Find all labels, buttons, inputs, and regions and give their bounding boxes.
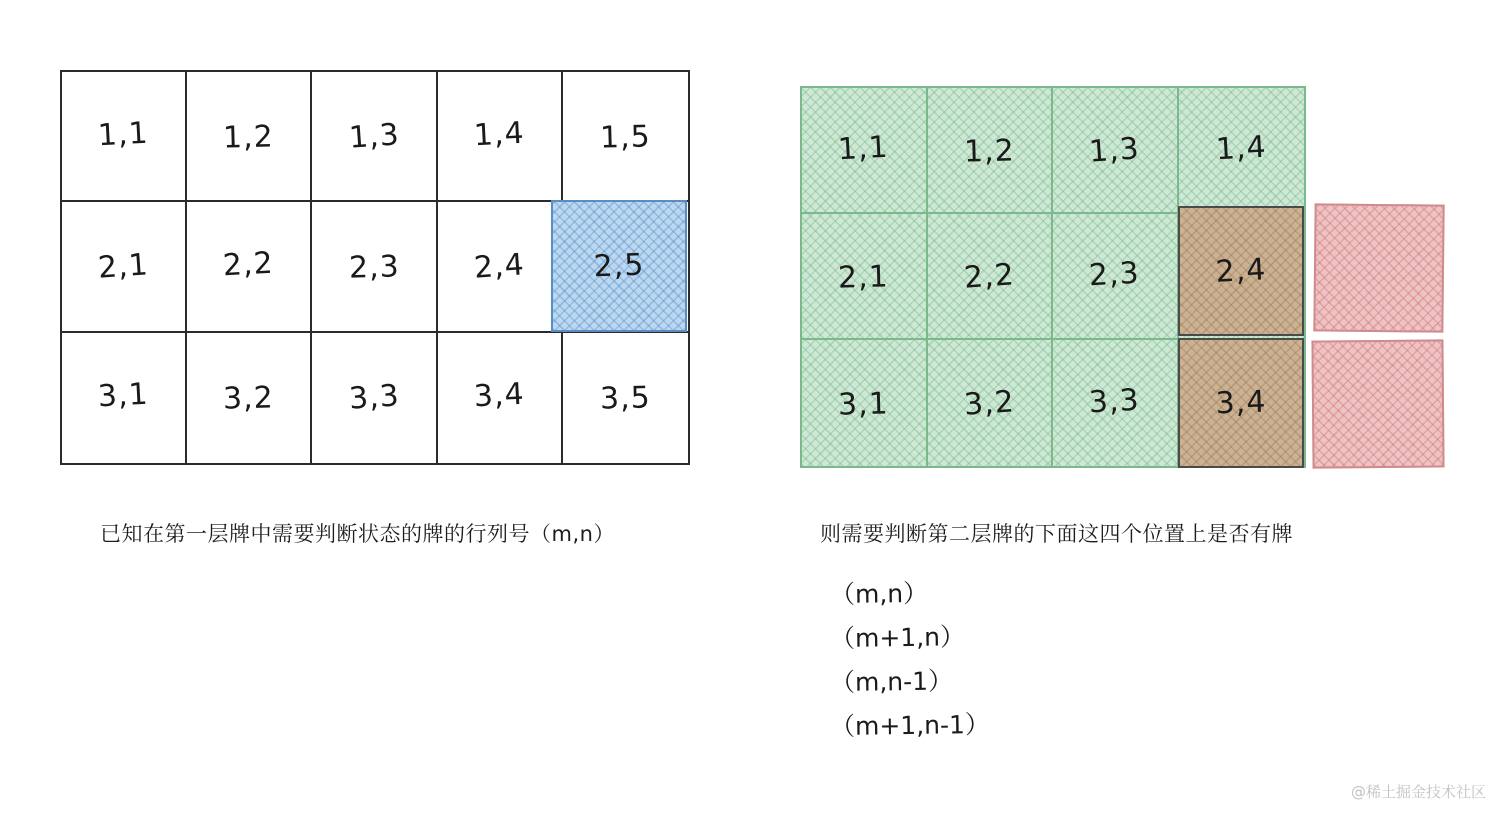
cell-label: 1,3 xyxy=(1088,130,1142,170)
cell-label: 2,1 xyxy=(97,247,151,286)
grid-cell xyxy=(928,214,1054,340)
cell-label: 2,2 xyxy=(222,245,275,284)
cell-label: 1,4 xyxy=(1214,129,1268,167)
cell-label: 3,4 xyxy=(472,377,526,415)
grid-cell xyxy=(563,72,688,202)
grid-cell xyxy=(928,340,1054,466)
cell-label: 1,3 xyxy=(347,116,401,156)
grid-cell xyxy=(1053,214,1179,340)
highlight-brown-cell xyxy=(1178,338,1304,468)
formula-item: （m+1,n） xyxy=(829,622,966,654)
cell-label: 3,1 xyxy=(97,377,150,415)
grid-cell xyxy=(802,88,928,214)
formula-list xyxy=(830,572,990,748)
grid-cell xyxy=(187,333,312,463)
cell-label: 3,3 xyxy=(347,378,401,418)
cell-label: 3,3 xyxy=(1088,382,1141,420)
grid-cell xyxy=(1053,340,1179,466)
grid-cell xyxy=(438,72,563,202)
cell-label: 2,3 xyxy=(1088,255,1141,293)
grid-cell xyxy=(438,202,563,332)
grid-cell xyxy=(62,333,187,463)
cell-label: 2,2 xyxy=(962,256,1016,296)
grid-cell xyxy=(62,202,187,332)
grid-cell xyxy=(312,333,437,463)
formula-item: （m,n） xyxy=(829,578,929,610)
cell-label: 1,5 xyxy=(599,118,652,156)
cell-label: 1,1 xyxy=(837,129,890,167)
cell-label: 1,2 xyxy=(963,132,1016,170)
highlight-brown-label: 2,4 xyxy=(1214,252,1268,290)
grid-cell xyxy=(62,72,187,202)
highlight-red-box xyxy=(1311,339,1444,468)
highlight-brown-label: 3,4 xyxy=(1215,384,1267,422)
highlight-red-box xyxy=(1313,203,1444,332)
grid-cell xyxy=(312,72,437,202)
highlight-blue-cell xyxy=(551,200,687,332)
cell-label: 3,2 xyxy=(222,380,275,417)
caption-right: 则需要判断第二层牌的下面这四个位置上是否有牌 xyxy=(820,522,1293,546)
formula-item: （m,n-1） xyxy=(829,666,954,698)
cell-label: 2,4 xyxy=(472,247,526,286)
formula-item: （m+1,n-1） xyxy=(829,709,991,742)
cell-label: 3,2 xyxy=(962,383,1016,423)
cell-label: 1,4 xyxy=(472,115,526,153)
cell-label: 1,2 xyxy=(222,118,275,156)
grid-cell xyxy=(438,333,563,463)
grid-cell xyxy=(802,340,928,466)
grid-cell xyxy=(187,202,312,332)
grid-cell xyxy=(563,333,688,463)
cell-label: 2,1 xyxy=(837,258,890,296)
highlight-brown-cell xyxy=(1178,206,1304,336)
grid-cell xyxy=(1053,88,1179,214)
grid-cell xyxy=(802,214,928,340)
grid-cell xyxy=(1179,88,1305,214)
grid-cell xyxy=(928,88,1054,214)
watermark: @稀土掘金技术社区 xyxy=(1350,783,1486,801)
cell-label: 2,3 xyxy=(348,249,400,286)
cell-label: 1,1 xyxy=(97,115,150,153)
caption-left: 已知在第一层牌中需要判断状态的牌的行列号（m,n） xyxy=(100,522,615,546)
cell-label: 3,5 xyxy=(599,380,652,417)
cell-label: 3,1 xyxy=(837,385,890,423)
grid-cell xyxy=(187,72,312,202)
highlight-blue-label: 2,5 xyxy=(593,247,645,285)
grid-cell xyxy=(312,202,437,332)
